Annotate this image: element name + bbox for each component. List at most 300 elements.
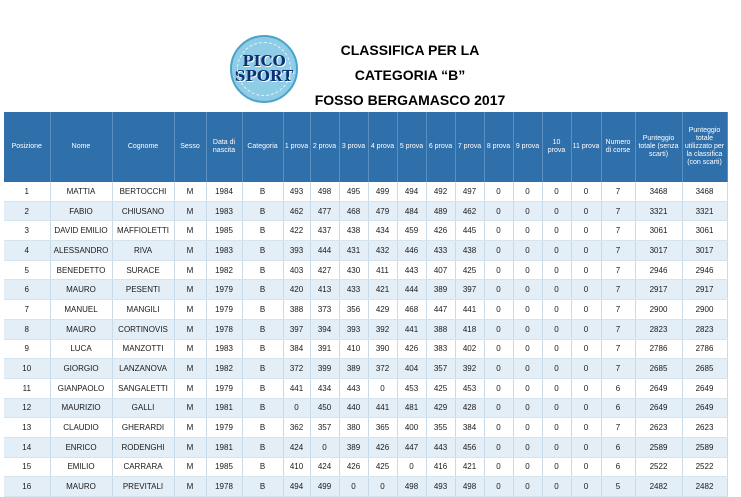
table-cell: 7 bbox=[601, 339, 635, 359]
column-header: Punteggio totale utilizzato per la classifica (con scarti) bbox=[682, 112, 727, 182]
table-cell: 404 bbox=[397, 359, 426, 379]
table-cell: M bbox=[174, 457, 206, 477]
pico-sport-logo bbox=[230, 35, 298, 103]
table-cell: 372 bbox=[283, 359, 310, 379]
table-cell: 2589 bbox=[635, 437, 682, 457]
column-header: 6 prova bbox=[426, 112, 455, 182]
table-cell: 426 bbox=[397, 339, 426, 359]
table-cell: 0 bbox=[542, 319, 571, 339]
table-cell: 3061 bbox=[682, 221, 727, 241]
table-cell: 389 bbox=[339, 359, 368, 379]
table-cell: B bbox=[242, 418, 283, 438]
table-cell: 429 bbox=[368, 300, 397, 320]
table-cell: 5 bbox=[4, 260, 50, 280]
table-cell: 499 bbox=[310, 477, 339, 497]
table-cell: 0 bbox=[542, 437, 571, 457]
table-cell: 0 bbox=[513, 201, 542, 221]
table-cell: MANZOTTI bbox=[112, 339, 174, 359]
table-cell: 2946 bbox=[682, 260, 727, 280]
table-cell: 7 bbox=[4, 300, 50, 320]
table-cell: 493 bbox=[426, 477, 455, 497]
table-cell: 0 bbox=[513, 359, 542, 379]
table-cell: 477 bbox=[310, 201, 339, 221]
table-cell: 392 bbox=[368, 319, 397, 339]
table-cell: 441 bbox=[455, 300, 484, 320]
table-cell: 0 bbox=[513, 280, 542, 300]
table-cell: 427 bbox=[310, 260, 339, 280]
column-header: Cognome bbox=[112, 112, 174, 182]
table-cell: 7 bbox=[601, 418, 635, 438]
table-cell: 493 bbox=[283, 182, 310, 201]
table-cell: CHIUSANO bbox=[112, 201, 174, 221]
table-cell: 446 bbox=[397, 241, 426, 261]
table-cell: 1 bbox=[4, 182, 50, 201]
table-cell: 0 bbox=[542, 457, 571, 477]
table-cell: 1978 bbox=[206, 319, 242, 339]
table-cell: 0 bbox=[571, 359, 601, 379]
table-cell: 372 bbox=[368, 359, 397, 379]
column-header: 11 prova bbox=[571, 112, 601, 182]
table-cell: ALESSANDRO bbox=[50, 241, 112, 261]
table-cell: M bbox=[174, 359, 206, 379]
table-cell: 0 bbox=[484, 221, 513, 241]
table-cell: 2786 bbox=[635, 339, 682, 359]
table-cell: 1979 bbox=[206, 378, 242, 398]
table-cell: 2522 bbox=[635, 457, 682, 477]
table-cell: 453 bbox=[455, 378, 484, 398]
table-cell: M bbox=[174, 221, 206, 241]
table-cell: 0 bbox=[542, 201, 571, 221]
table-cell: M bbox=[174, 418, 206, 438]
column-header: 5 prova bbox=[397, 112, 426, 182]
table-cell: 0 bbox=[513, 319, 542, 339]
column-header: 8 prova bbox=[484, 112, 513, 182]
table-cell: 0 bbox=[513, 182, 542, 201]
table-cell: 357 bbox=[426, 359, 455, 379]
table-row bbox=[4, 221, 727, 241]
column-header: Numero di corse bbox=[601, 112, 635, 182]
column-header: Categoria bbox=[242, 112, 283, 182]
table-cell: 0 bbox=[542, 359, 571, 379]
table-cell: SANGALETTI bbox=[112, 378, 174, 398]
table-cell: PESENTI bbox=[112, 280, 174, 300]
table-cell: 462 bbox=[455, 201, 484, 221]
column-header: Nome bbox=[50, 112, 112, 182]
table-cell: 7 bbox=[601, 280, 635, 300]
column-header: 4 prova bbox=[368, 112, 397, 182]
table-cell: SURACE bbox=[112, 260, 174, 280]
table-row bbox=[4, 437, 727, 457]
table-cell: 2946 bbox=[635, 260, 682, 280]
table-cell: 441 bbox=[397, 319, 426, 339]
table-cell: M bbox=[174, 300, 206, 320]
table-row bbox=[4, 201, 727, 221]
table-cell: 2685 bbox=[635, 359, 682, 379]
table-cell: 0 bbox=[484, 319, 513, 339]
table-cell: 392 bbox=[455, 359, 484, 379]
table-cell: 430 bbox=[339, 260, 368, 280]
table-cell: 0 bbox=[513, 241, 542, 261]
table-cell: 1981 bbox=[206, 437, 242, 457]
table-cell: CARRARA bbox=[112, 457, 174, 477]
table-cell: 388 bbox=[426, 319, 455, 339]
table-cell: B bbox=[242, 457, 283, 477]
table-cell: 0 bbox=[484, 241, 513, 261]
table-cell: 14 bbox=[4, 437, 50, 457]
column-header: Data di nascita bbox=[206, 112, 242, 182]
table-cell: 484 bbox=[397, 201, 426, 221]
table-cell: 3017 bbox=[635, 241, 682, 261]
table-cell: 0 bbox=[542, 378, 571, 398]
table-cell: 0 bbox=[368, 378, 397, 398]
table-cell: 426 bbox=[339, 457, 368, 477]
table-cell: 429 bbox=[426, 398, 455, 418]
table-cell: 2649 bbox=[682, 378, 727, 398]
table-cell: 384 bbox=[283, 339, 310, 359]
table-cell: MAURIZIO bbox=[50, 398, 112, 418]
table-cell: 441 bbox=[283, 378, 310, 398]
table-cell: ENRICO bbox=[50, 437, 112, 457]
table-cell: 402 bbox=[455, 339, 484, 359]
table-cell: 498 bbox=[310, 182, 339, 201]
table-cell: 426 bbox=[368, 437, 397, 457]
table-cell: 447 bbox=[426, 300, 455, 320]
table-cell: 433 bbox=[339, 280, 368, 300]
table-cell: 443 bbox=[397, 260, 426, 280]
table-cell: 1984 bbox=[206, 182, 242, 201]
table-cell: 0 bbox=[484, 260, 513, 280]
table-cell: 0 bbox=[571, 457, 601, 477]
table-cell: 3321 bbox=[682, 201, 727, 221]
table-cell: 7 bbox=[601, 241, 635, 261]
table-cell: 2900 bbox=[682, 300, 727, 320]
table-cell: 425 bbox=[368, 457, 397, 477]
table-cell: 0 bbox=[513, 477, 542, 497]
table-cell: 389 bbox=[426, 280, 455, 300]
table-cell: 0 bbox=[513, 300, 542, 320]
table-cell: 426 bbox=[426, 221, 455, 241]
table-cell: 8 bbox=[4, 319, 50, 339]
table-cell: 0 bbox=[310, 437, 339, 457]
table-cell: 438 bbox=[455, 241, 484, 261]
table-cell: 6 bbox=[4, 280, 50, 300]
table-cell: 7 bbox=[601, 359, 635, 379]
table-cell: 0 bbox=[484, 378, 513, 398]
table-cell: 397 bbox=[455, 280, 484, 300]
table-cell: 462 bbox=[283, 201, 310, 221]
table-cell: 0 bbox=[571, 339, 601, 359]
table-cell: 0 bbox=[542, 260, 571, 280]
table-cell: 0 bbox=[571, 378, 601, 398]
table-cell: B bbox=[242, 477, 283, 497]
table-cell: 2482 bbox=[635, 477, 682, 497]
table-cell: 0 bbox=[542, 182, 571, 201]
table-cell: B bbox=[242, 182, 283, 201]
table-cell: 0 bbox=[484, 418, 513, 438]
table-cell: 2786 bbox=[682, 339, 727, 359]
table-cell: 11 bbox=[4, 378, 50, 398]
table-cell: B bbox=[242, 221, 283, 241]
table-cell: 413 bbox=[310, 280, 339, 300]
table-cell: B bbox=[242, 437, 283, 457]
table-cell: 6 bbox=[601, 437, 635, 457]
table-cell: 440 bbox=[339, 398, 368, 418]
table-cell: 2589 bbox=[682, 437, 727, 457]
title-line-1: CLASSIFICA PER LA bbox=[340, 42, 480, 58]
table-cell: 393 bbox=[283, 241, 310, 261]
table-cell: 0 bbox=[571, 221, 601, 241]
table-cell: DAVID EMILIO bbox=[50, 221, 112, 241]
table-cell: FABIO bbox=[50, 201, 112, 221]
table-cell: B bbox=[242, 260, 283, 280]
table-cell: M bbox=[174, 182, 206, 201]
table-cell: 433 bbox=[426, 241, 455, 261]
table-cell: 0 bbox=[484, 280, 513, 300]
table-cell: M bbox=[174, 339, 206, 359]
table-row bbox=[4, 182, 727, 201]
table-cell: 0 bbox=[484, 398, 513, 418]
table-cell: RIVA bbox=[112, 241, 174, 261]
logo-word-top: PICO bbox=[242, 52, 286, 70]
table-cell: M bbox=[174, 398, 206, 418]
table-cell: 0 bbox=[571, 398, 601, 418]
table-cell: 1983 bbox=[206, 339, 242, 359]
table-cell: 410 bbox=[339, 339, 368, 359]
table-cell: 0 bbox=[484, 201, 513, 221]
table-cell: B bbox=[242, 241, 283, 261]
table-cell: 479 bbox=[368, 201, 397, 221]
table-cell: MANUEL bbox=[50, 300, 112, 320]
table-cell: 1985 bbox=[206, 457, 242, 477]
table-cell: 0 bbox=[484, 300, 513, 320]
table-row bbox=[4, 280, 727, 300]
table-cell: 1979 bbox=[206, 418, 242, 438]
table-cell: 459 bbox=[397, 221, 426, 241]
table-cell: 3321 bbox=[635, 201, 682, 221]
table-cell: 0 bbox=[571, 280, 601, 300]
table-cell: MAURO bbox=[50, 280, 112, 300]
table-cell: 0 bbox=[513, 260, 542, 280]
table-cell: 383 bbox=[426, 339, 455, 359]
table-cell: 2823 bbox=[635, 319, 682, 339]
table-cell: 424 bbox=[310, 457, 339, 477]
table-cell: 0 bbox=[571, 260, 601, 280]
table-cell: 410 bbox=[283, 457, 310, 477]
table-cell: 3468 bbox=[635, 182, 682, 201]
table-cell: 1979 bbox=[206, 280, 242, 300]
table-cell: 0 bbox=[542, 241, 571, 261]
table-cell: 0 bbox=[513, 457, 542, 477]
table-row bbox=[4, 319, 727, 339]
table-cell: 357 bbox=[310, 418, 339, 438]
table-cell: MATTIA bbox=[50, 182, 112, 201]
table-cell: BENEDETTO bbox=[50, 260, 112, 280]
table-cell: 2685 bbox=[682, 359, 727, 379]
table-cell: 0 bbox=[542, 477, 571, 497]
table-cell: BERTOCCHI bbox=[112, 182, 174, 201]
table-cell: 4 bbox=[4, 241, 50, 261]
table-cell: 2522 bbox=[682, 457, 727, 477]
table-cell: 407 bbox=[426, 260, 455, 280]
table-cell: 432 bbox=[368, 241, 397, 261]
table-cell: 7 bbox=[601, 201, 635, 221]
table-cell: 2623 bbox=[682, 418, 727, 438]
table-cell: 380 bbox=[339, 418, 368, 438]
table-cell: 0 bbox=[542, 339, 571, 359]
table-cell: 365 bbox=[368, 418, 397, 438]
table-cell: B bbox=[242, 378, 283, 398]
table-cell: CORTINOVIS bbox=[112, 319, 174, 339]
table-cell: 0 bbox=[484, 457, 513, 477]
table-cell: CLAUDIO bbox=[50, 418, 112, 438]
table-cell: 0 bbox=[542, 398, 571, 418]
table-row bbox=[4, 300, 727, 320]
table-cell: 3017 bbox=[682, 241, 727, 261]
table-cell: B bbox=[242, 201, 283, 221]
table-cell: 399 bbox=[310, 359, 339, 379]
table-cell: GHERARDI bbox=[112, 418, 174, 438]
table-cell: 2649 bbox=[682, 398, 727, 418]
table-cell: LUCA bbox=[50, 339, 112, 359]
title-line-2: CATEGORIA “B” bbox=[354, 67, 466, 83]
table-cell: 2900 bbox=[635, 300, 682, 320]
table-cell: 390 bbox=[368, 339, 397, 359]
table-cell: 2823 bbox=[682, 319, 727, 339]
table-cell: 0 bbox=[542, 300, 571, 320]
table-cell: 1979 bbox=[206, 300, 242, 320]
table-cell: 0 bbox=[513, 398, 542, 418]
table-cell: GIORGIO bbox=[50, 359, 112, 379]
table-cell: 0 bbox=[571, 437, 601, 457]
table-cell: 0 bbox=[484, 437, 513, 457]
table-cell: MANGILI bbox=[112, 300, 174, 320]
table-row bbox=[4, 339, 727, 359]
table-cell: 450 bbox=[310, 398, 339, 418]
table-row bbox=[4, 241, 727, 261]
table-cell: 0 bbox=[542, 280, 571, 300]
table-cell: 434 bbox=[368, 221, 397, 241]
table-cell: 7 bbox=[601, 260, 635, 280]
table-cell: 434 bbox=[310, 378, 339, 398]
table-cell: 7 bbox=[601, 221, 635, 241]
table-cell: 453 bbox=[397, 378, 426, 398]
table-cell: 0 bbox=[571, 241, 601, 261]
table-cell: 431 bbox=[339, 241, 368, 261]
table-cell: 428 bbox=[455, 398, 484, 418]
table-cell: 495 bbox=[339, 182, 368, 201]
table-cell: 498 bbox=[455, 477, 484, 497]
table-cell: M bbox=[174, 437, 206, 457]
table-cell: 468 bbox=[397, 300, 426, 320]
table-cell: 1978 bbox=[206, 477, 242, 497]
table-cell: 443 bbox=[339, 378, 368, 398]
table-cell: 424 bbox=[283, 437, 310, 457]
table-cell: 0 bbox=[339, 477, 368, 497]
table-cell: 425 bbox=[455, 260, 484, 280]
table-header-row bbox=[4, 112, 727, 182]
table-cell: MAURO bbox=[50, 319, 112, 339]
table-cell: 355 bbox=[426, 418, 455, 438]
table-cell: 441 bbox=[368, 398, 397, 418]
table-cell: 384 bbox=[455, 418, 484, 438]
table-cell: B bbox=[242, 359, 283, 379]
table-row bbox=[4, 260, 727, 280]
table-cell: 6 bbox=[601, 457, 635, 477]
table-cell: 444 bbox=[310, 241, 339, 261]
table-row bbox=[4, 359, 727, 379]
title-line-3: FOSSO BERGAMASCO 2017 bbox=[314, 92, 506, 108]
table-cell: 421 bbox=[455, 457, 484, 477]
table-cell: 1983 bbox=[206, 201, 242, 221]
table-cell: 489 bbox=[426, 201, 455, 221]
table-cell: 2917 bbox=[635, 280, 682, 300]
table-cell: 422 bbox=[283, 221, 310, 241]
table-cell: M bbox=[174, 378, 206, 398]
table-cell: 421 bbox=[368, 280, 397, 300]
table-row bbox=[4, 398, 727, 418]
table-cell: 7 bbox=[601, 319, 635, 339]
table-cell: M bbox=[174, 319, 206, 339]
table-cell: 2623 bbox=[635, 418, 682, 438]
table-cell: 7 bbox=[601, 182, 635, 201]
table-cell: 0 bbox=[542, 418, 571, 438]
table-cell: EMILIO bbox=[50, 457, 112, 477]
table-row bbox=[4, 457, 727, 477]
table-cell: 498 bbox=[397, 477, 426, 497]
table-cell: 0 bbox=[571, 418, 601, 438]
column-header: 3 prova bbox=[339, 112, 368, 182]
table-cell: 0 bbox=[513, 221, 542, 241]
table-cell: 456 bbox=[455, 437, 484, 457]
column-header: 7 prova bbox=[455, 112, 484, 182]
table-cell: GALLI bbox=[112, 398, 174, 418]
table-cell: 445 bbox=[455, 221, 484, 241]
table-cell: 492 bbox=[426, 182, 455, 201]
table-cell: 10 bbox=[4, 359, 50, 379]
table-cell: 2649 bbox=[635, 398, 682, 418]
table-cell: 3468 bbox=[682, 182, 727, 201]
column-header: Sesso bbox=[174, 112, 206, 182]
table-cell: MAFFIOLETTI bbox=[112, 221, 174, 241]
logo-ring bbox=[237, 42, 291, 96]
table-cell: 447 bbox=[397, 437, 426, 457]
table-cell: B bbox=[242, 280, 283, 300]
table-cell: 0 bbox=[571, 182, 601, 201]
table-cell: 497 bbox=[455, 182, 484, 201]
table-cell: 481 bbox=[397, 398, 426, 418]
table-cell: 6 bbox=[601, 378, 635, 398]
table-cell: 499 bbox=[368, 182, 397, 201]
ranking-table bbox=[4, 112, 728, 497]
table-cell: 388 bbox=[283, 300, 310, 320]
table-cell: 16 bbox=[4, 477, 50, 497]
table-cell: 0 bbox=[484, 477, 513, 497]
table-cell: 3 bbox=[4, 221, 50, 241]
table-cell: 0 bbox=[513, 437, 542, 457]
table-cell: 420 bbox=[283, 280, 310, 300]
table-cell: 391 bbox=[310, 339, 339, 359]
table-cell: 0 bbox=[571, 477, 601, 497]
table-cell: B bbox=[242, 300, 283, 320]
table-cell: 0 bbox=[484, 359, 513, 379]
table-cell: B bbox=[242, 398, 283, 418]
table-cell: 0 bbox=[513, 418, 542, 438]
table-cell: 393 bbox=[339, 319, 368, 339]
column-header: 9 prova bbox=[513, 112, 542, 182]
table-cell: M bbox=[174, 201, 206, 221]
table-cell: 12 bbox=[4, 398, 50, 418]
table-cell: 389 bbox=[339, 437, 368, 457]
